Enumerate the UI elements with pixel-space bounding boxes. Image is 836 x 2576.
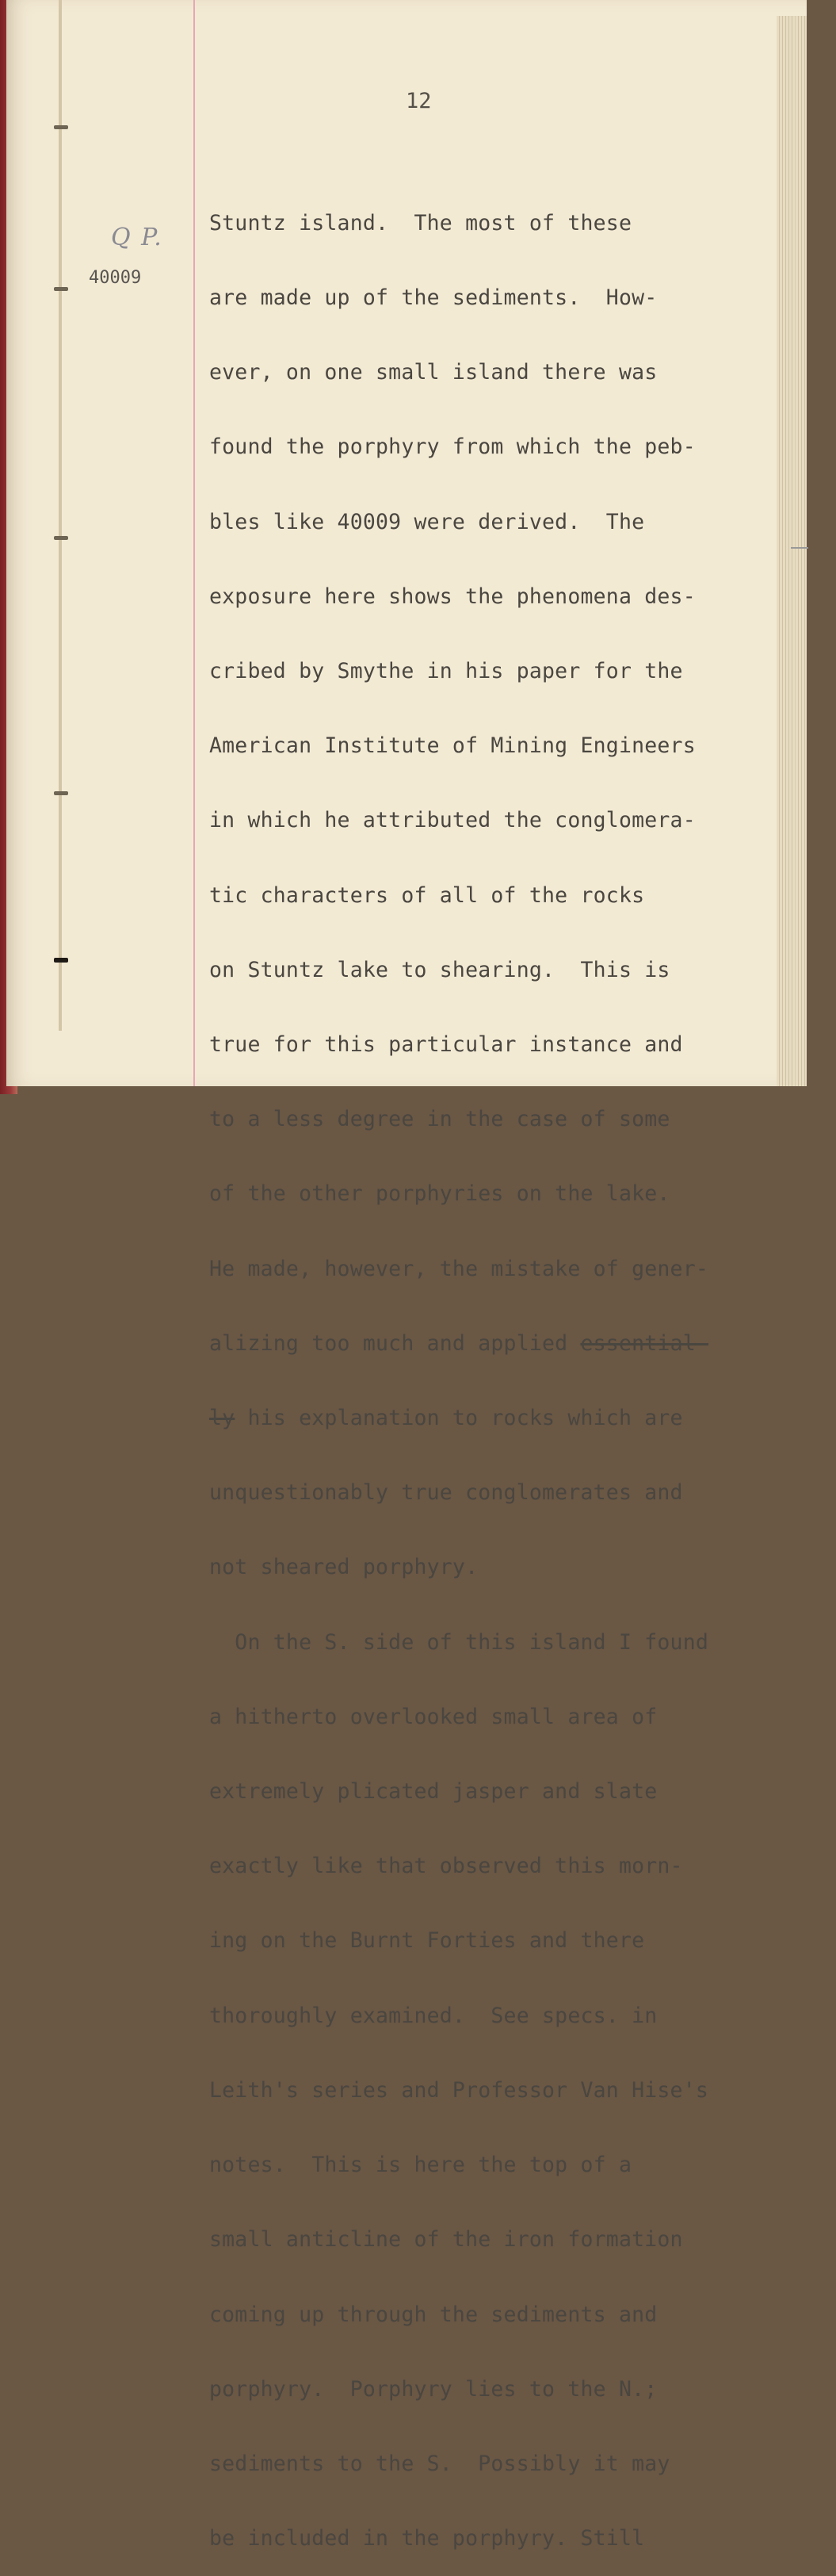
text-fragment: his explanation to rocks which are <box>235 1406 683 1431</box>
text-line: cribed by Smythe in his paper for the <box>209 659 683 684</box>
text-line: ing on the Burnt Forties and there <box>209 1928 645 1954</box>
text-line: On the S. side of this island I found <box>209 1629 709 1655</box>
page-stack-edges <box>777 16 807 1086</box>
text-line: true for this particular instance and <box>209 1032 683 1058</box>
margin-rule <box>193 0 195 1086</box>
text-line: be included in the porphyry. Still <box>209 2526 645 2551</box>
text-line-with-strikethrough <box>209 1331 708 1356</box>
specimen-number-note: 40009 <box>89 268 142 288</box>
strike-tail-mark <box>791 547 808 549</box>
text-line: Leith's series and Professor Van Hise's <box>209 2077 709 2103</box>
text-line: exactly like that observed this morn- <box>209 1854 683 1879</box>
text-line: extremely plicated jasper and slate <box>209 1779 658 1805</box>
text-line: found the porphyry from which the peb- <box>209 434 696 460</box>
text-line: exposure here shows the phenomena des- <box>209 584 696 609</box>
text-line: He made, however, the mistake of gener- <box>209 1256 709 1281</box>
text-line: coming up through the sediments and <box>209 2302 658 2327</box>
text-line: to a less degree in the case of some <box>209 1107 670 1132</box>
text-line: in which he attributed the conglomera- <box>209 808 696 833</box>
typed-text-body <box>209 161 708 2576</box>
text-line: unquestionably true conglomerates and <box>209 1480 683 1506</box>
text-line: on Stuntz lake to shearing. This is <box>209 957 670 982</box>
text-line: small anticline of the iron formation <box>209 2227 683 2253</box>
text-line: tic characters of all of the rocks <box>209 882 645 908</box>
text-line: of the other porphyries on the lake. <box>209 1181 670 1207</box>
binding-stitch <box>54 125 68 129</box>
struck-text: essential- <box>580 1330 709 1356</box>
text-line: a hitherto overlooked small area of <box>209 1704 658 1729</box>
text-fragment: alizing too much and applied <box>209 1330 581 1356</box>
text-line: ever, on one small island there was <box>209 360 658 385</box>
right-rule <box>795 16 796 1086</box>
text-line: Stuntz island. The most of these <box>209 210 632 235</box>
text-line: bles like 40009 were derived. The <box>209 509 645 534</box>
binding-stitch <box>54 287 68 291</box>
page-number: 12 <box>406 89 432 113</box>
text-line: sediments to the S. Possibly it may <box>209 2451 670 2476</box>
text-line: not sheared porphyry. <box>209 1555 479 1580</box>
text-line: porphyry. Porphyry lies to the N.; <box>209 2376 658 2402</box>
binding-stitch <box>54 791 68 795</box>
text-line: notes. This is here the top of a <box>209 2153 632 2178</box>
struck-text: ly <box>209 1406 235 1431</box>
binding-stitch <box>54 958 68 963</box>
binding-gutter <box>59 0 62 1031</box>
text-line: thoroughly examined. See specs. in <box>209 2003 658 2028</box>
text-line-with-strikethrough <box>209 1406 708 1430</box>
text-line: are made up of the sediments. How- <box>209 285 658 311</box>
text-line: American Institute of Mining Engineers <box>209 733 696 759</box>
handwritten-margin-note: Q P. <box>111 224 163 251</box>
binding-stitch <box>54 536 68 540</box>
